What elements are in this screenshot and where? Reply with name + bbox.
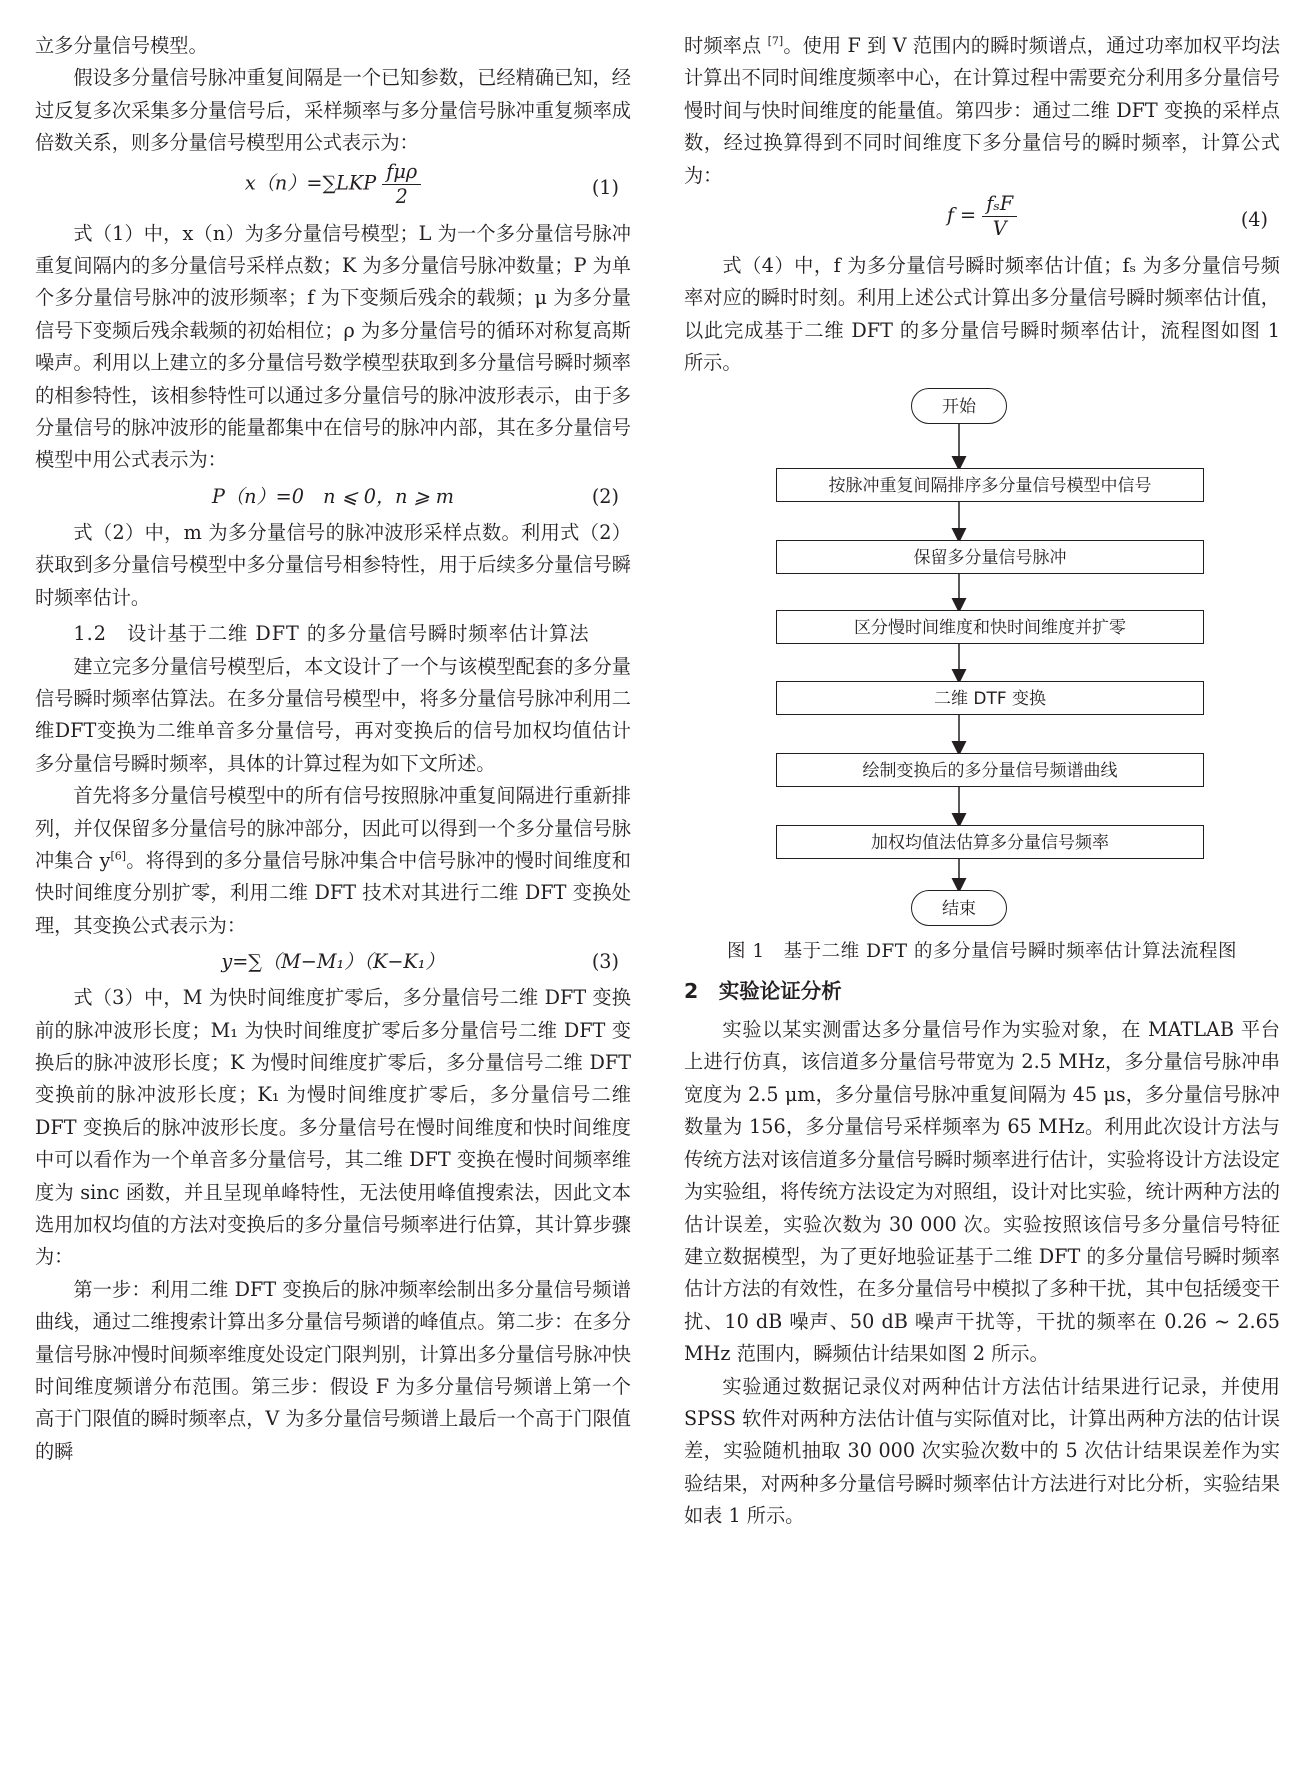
- flow-step-3: 区分慢时间维度和快时间维度并扩零: [776, 610, 1204, 644]
- text-span: 时频率点: [684, 34, 768, 57]
- equation-fraction: [982, 192, 1017, 241]
- equation-number: (1): [591, 175, 619, 199]
- paragraph: 立多分量信号模型。: [35, 34, 208, 57]
- equation-number: (4): [1240, 208, 1268, 232]
- paragraph: 假设多分量信号脉冲重复间隔是一个已知参数，已经精确已知，经过反复多次采集多分量信号后，采样频率与多分量信号脉冲重复频率成倍数关系，则多分量信号模型用公式表示为：: [35, 66, 631, 155]
- left-column: [35, 30, 631, 1468]
- flow-start: 开始: [911, 388, 1007, 424]
- equation-lhs: x（n）=∑LKP: [244, 171, 377, 195]
- paragraph: [35, 780, 631, 942]
- paragraph: 实验以某实测雷达多分量信号作为实验对象，在 MATLAB 平台上进行仿真，该信道多分量信号带宽为 2.5 MHz，多分量信号脉冲串宽度为 2.5 μm，多分量信号脉冲重复间隔为 45 μs，多分量信号脉冲数量为 156，多分量信号采样频率为 65 MHz。利用此次设计方法与传统方法对该信道多分量信号瞬时频率进行估计，实验将设计方法设定为实验组，将传统方法设定为对照组，设计对比实验，统计两种方法的估计误差，实验次数为 30 000 次。实验按照该信号多分量信号特征建立数据模型，为了更好地验证基于二维 DFT 的多分量信号瞬时频率估计方法的有效性，在多分量信号中模拟了多种干扰，其中包括缓变干扰、10 dB 噪声、50 dB 噪声干扰等，干扰的频率在 0.26 ~ 2.65 MHz 范围内，瞬频估计结果如图 2 所示。: [684, 1018, 1280, 1366]
- equation-3: [35, 942, 631, 982]
- citation: [6]: [110, 849, 127, 863]
- paragraph: 第一步：利用二维 DFT 变换后的脉冲频率绘制出多分量信号频谱曲线，通过二维搜索计算出多分量信号频谱的峰值点。第二步：在多分量信号脉冲慢时间频率维度处设定门限判别，计算出多分量信号脉冲快时间维度频谱分布范围。第三步：假设 F 为多分量信号频谱上第一个高于门限值的瞬时频率点，V 为多分量信号频谱上最后一个高于门限值的瞬: [35, 1277, 631, 1463]
- equation-4: [684, 192, 1280, 250]
- right-column: [684, 30, 1280, 1533]
- equation-number: (3): [591, 950, 619, 974]
- flowchart: [684, 388, 1280, 928]
- equation-body: y=∑（M−M₁）（K−K₁）: [221, 950, 445, 974]
- paragraph: 建立完多分量信号模型后，本文设计了一个与该模型配套的多分量信号瞬时频率估算法。在多分量信号模型中，将多分量信号脉冲利用二维DFT变换为二维单音多分量信号，再对变换后的信号加权均值估计多分量信号瞬时频率，具体的计算过程为如下文所述。: [35, 654, 631, 775]
- section-heading-2: 2 实验论证分析: [684, 979, 842, 1004]
- paragraph: 式（1）中，x（n）为多分量信号模型；L 为一个多分量信号脉冲重复间隔内的多分量信号采样点数；K 为多分量信号脉冲数量；P 为单个多分量信号脉冲的波形频率；f 为下变频后残余的载频；μ 为多分量信号下变频后残余载频的初始相位；ρ 为多分量信号的循环对称复高斯噪声。利用以上建立的多分量信号数学模型获取到多分量信号瞬时频率的相参特性，该相参特性可以通过多分量信号的脉冲波形表示，由于多分量信号的脉冲波形的能量都集中在信号的脉冲内部，其在多分量信号模型中用公式表示为：: [35, 221, 631, 472]
- flow-step-6: 加权均值法估算多分量信号频率: [776, 825, 1204, 859]
- flow-step-5: 绘制变换后的多分量信号频谱曲线: [776, 753, 1204, 787]
- equation-body: P（n）=0 n ⩽ 0，n ⩾ m: [212, 484, 454, 508]
- paragraph: 式（4）中，f 为多分量信号瞬时频率估计值；fₛ 为多分量信号频率对应的瞬时时刻。利用上述公式计算出多分量信号瞬时频率估计值，以此完成基于二维 DFT 的多分量信号瞬时频率估计，流程图如图 1 所示。: [684, 254, 1280, 375]
- flow-end: 结束: [911, 890, 1007, 926]
- paragraph: 式（3）中，M 为快时间维度扩零后，多分量信号二维 DFT 变换前的脉冲波形长度；M₁ 为快时间维度扩零后多分量信号二维 DFT 变换后的脉冲波形长度；K 为慢时间维度扩零后，多分量信号二维 DFT 变换前的脉冲波形长度；K₁ 为慢时间维度扩零后，多分量信号二维 DFT 变换后的脉冲波形长度。多分量信号在慢时间维度和快时间维度中可以看作为一个单音多分量信号，其二维 DFT 变换在慢时间频率维度为 sinc 函数，并且呈现单峰特性，无法使用峰值搜索法，因此文本选用加权均值的方法对变换后的多分量信号频率进行估算，其计算步骤为：: [35, 986, 631, 1269]
- flow-step-4: 二维 DTF 变换: [776, 681, 1204, 715]
- paragraph: 实验通过数据记录仪对两种估计方法估计结果进行记录，并使用 SPSS 软件对两种方法估计值与实际值对比，计算出两种方法的估计误差，实验随机抽取 30 000 次实验次数中的 5 次估计结果误差作为实验结果，对两种多分量信号瞬时频率估计方法进行对比分析，实验结果如表 1 所示。: [684, 1374, 1280, 1528]
- equation-2: [35, 477, 631, 517]
- fraction-numerator: fₛF: [982, 192, 1017, 217]
- paragraph: [684, 30, 1280, 192]
- equation-fraction: [382, 160, 421, 209]
- fraction-denominator: 2: [395, 184, 408, 208]
- figure-caption: 图 1 基于二维 DFT 的多分量信号瞬时频率估计算法流程图: [727, 940, 1237, 962]
- equation-1: [35, 160, 631, 218]
- text-span: 。使用 F 到 V 范围内的瞬时频谱点，通过功率加权平均法计算出不同时间维度频率中心，在计算过程中需要充分利用多分量信号慢时间与快时间维度的能量值。第四步：通过二维 DFT 变换的采样点数，经过换算得到不同时间维度下多分量信号的瞬时频率，计算公式为：: [684, 34, 1280, 187]
- section-heading-1-2: 1.2 设计基于二维 DFT 的多分量信号瞬时频率估计算法: [73, 622, 590, 646]
- equation-lhs: f =: [946, 203, 977, 227]
- text-span: 首先将多分量信号模型中的所有信号按照脉冲重复间隔进行重新排列，并仅保留多分量信号的脉冲部分，因此可以得到一个多分量信号脉冲集合 y: [35, 784, 631, 872]
- fraction-denominator: V: [992, 217, 1007, 241]
- flow-step-1: 按脉冲重复间隔排序多分量信号模型中信号: [776, 468, 1204, 502]
- text-span: 。将得到的多分量信号脉冲集合中信号脉冲的慢时间维度和快时间维度分别扩零，利用二维 DFT 技术对其进行二维 DFT 变换处理，其变换公式表示为：: [35, 848, 631, 937]
- fraction-numerator: fμρ: [382, 160, 421, 185]
- citation: [7]: [767, 34, 784, 48]
- equation-number: (2): [591, 484, 619, 508]
- flow-step-2: 保留多分量信号脉冲: [776, 540, 1204, 574]
- paragraph: 式（2）中，m 为多分量信号的脉冲波形采样点数。利用式（2）获取到多分量信号模型中多分量信号相参特性，用于后续多分量信号瞬时频率估计。: [35, 520, 631, 609]
